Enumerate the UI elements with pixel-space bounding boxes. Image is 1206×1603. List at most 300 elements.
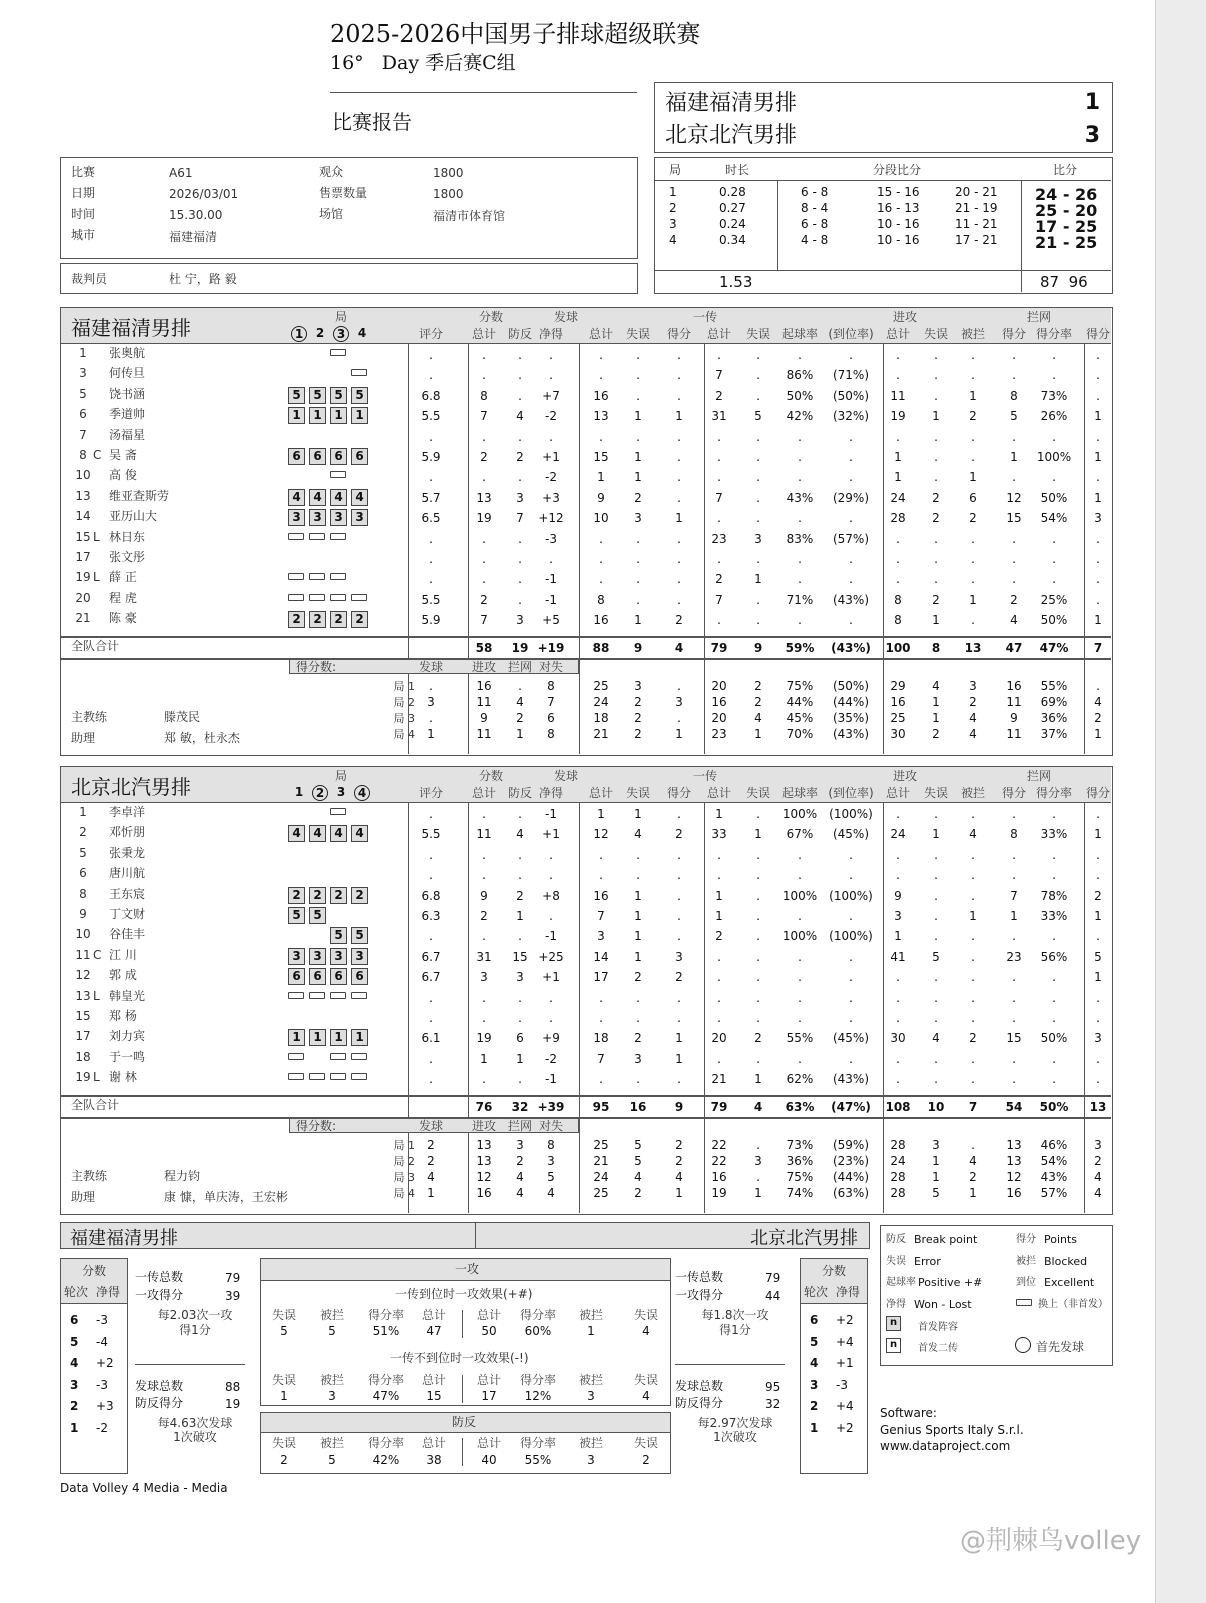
stat-cell: . [934,868,938,883]
set-stat-cell: 2 [932,727,940,741]
stat-cell: 1 [754,1072,762,1087]
stat-cell: . [1096,1072,1100,1087]
sideout-rate: 每1.8次一攻 [701,1308,769,1322]
column-header: 被拦 [960,786,985,800]
player-name[interactable]: 王东宸 [109,886,146,901]
team1-sets-won: 1 [1084,90,1100,115]
set-stat-cell: 22 [711,1154,727,1168]
set-stat-cell: 4 [969,727,977,741]
set-stat-cell: 4 [516,695,524,709]
summary-cell: 47% [372,1389,400,1403]
set-stat-cell: 1 [754,727,762,741]
player-name[interactable]: 维亚查斯劳 [109,488,170,503]
stat-cell: . [636,1011,640,1025]
stat-cell: -3 [545,531,557,546]
player-name[interactable]: 谢 林 [109,1070,137,1085]
stat-cell: . [849,429,853,444]
stat-cell: 11 [890,388,906,403]
substitute-icon [309,992,325,999]
starting-position: 6 [309,448,326,465]
referee-label: 裁判员 [71,272,108,286]
summary-cell: 15 [426,1389,442,1403]
stat-cell: . [549,552,553,566]
stat-cell: 25% [1040,592,1068,607]
venue-value: 福清市体育馆 [433,209,506,223]
stat-cell: . [518,1011,522,1025]
player-name[interactable]: 吴 斋 [109,448,137,462]
player-name[interactable]: 何传旦 [109,366,146,381]
stat-cell: +8 [542,888,560,903]
player-name[interactable]: 汤福星 [109,427,146,442]
set-stat-cell: 3 [547,1154,555,1168]
rotation-net: +3 [96,1399,114,1414]
rotation-title: 分数 [822,1264,847,1278]
player-name[interactable]: 郭 成 [109,968,137,983]
player-number: 10 [75,927,91,942]
stat-cell: . [798,868,802,883]
stat-cell: . [934,990,938,1005]
substitute-icon [351,1053,367,1060]
set-stat-cell: 28 [890,1170,906,1184]
stat-cell: . [482,1011,486,1025]
rotation-number: 3 [810,1377,819,1392]
player-name[interactable]: 江 川 [109,947,137,962]
stat-cell: 5.5 [421,409,441,424]
set-stat-cell: (35%) [832,711,870,725]
rotation-net: +2 [836,1421,854,1435]
stat-cell: . [636,552,640,566]
set-stat-cell: 24 [593,1170,609,1184]
stat-cell: 28 [890,511,906,526]
divider [61,1095,1111,1097]
stat-cell: . [756,807,760,821]
column-header: 得分率 [1035,786,1072,800]
set-cell: 0.24 [719,217,746,231]
stat-cell: 1 [754,827,762,842]
stat-cell: . [636,990,640,1005]
stat-cell: 1 [480,1051,488,1066]
rotation-number: 2 [810,1399,819,1414]
rotation-net: -4 [96,1334,108,1349]
stat-cell: . [636,592,640,607]
rotation-number: 1 [810,1421,819,1435]
player-number: 9 [79,907,87,921]
stat-cell: 6.7 [421,949,441,964]
software-label: Software: [880,1406,937,1420]
stat-cell: 1 [894,929,902,944]
legend-value: Blocked [1044,1254,1088,1268]
stat-cell: . [934,929,938,944]
stat-cell: 2 [480,592,488,607]
player-name[interactable]: 高 俊 [109,468,137,483]
stat-cell: . [599,531,603,546]
stat-cell: 2 [634,490,642,505]
set-label: 局 2 [393,1155,415,1168]
team-name: 北京北汽男排 [71,775,191,799]
stat-cell: . [971,429,975,444]
stat-cell: 7 [597,1051,605,1066]
total-cell: +39 [537,1100,565,1114]
stat-cell: . [549,868,553,883]
substitute-icon [288,573,304,580]
set-stat-cell: 46% [1040,1138,1068,1152]
set-cell: 6 - 8 [801,217,829,231]
stat-cell: (50%) [832,388,870,403]
stat-cell: -1 [545,592,557,607]
stat-cell: . [756,552,760,566]
starting-position: 1 [309,407,326,424]
set-stat-cell: 28 [890,1186,906,1200]
report-label: 比赛报告 [332,110,412,134]
legend-value: Error [914,1254,941,1268]
stat-cell: . [717,1011,721,1025]
column-header: 被拦 [960,327,985,341]
divider [475,1222,476,1249]
summary-column-header: 被拦 [578,1436,603,1450]
player-name[interactable]: 张秉龙 [109,845,146,860]
total-cell: 9 [633,641,643,655]
rotation-h1: 轮次 [804,1285,829,1299]
stat-cell: . [549,1011,553,1025]
starting-position: 3 [351,948,368,965]
stat-cell: 12 [1006,490,1022,505]
player-number: 6 [79,407,87,422]
column-header: 失误 [625,327,650,341]
positive-title: 一传到位时一攻效果(+#) [395,1287,533,1301]
stat-cell: 1 [1094,909,1102,923]
rotation-number: 3 [70,1377,79,1392]
stat-cell: . [1096,470,1100,485]
stat-cell: +7 [542,388,560,403]
stat-cell: 2 [754,1031,762,1046]
column-header: 评分 [418,327,443,341]
stat-cell: . [1052,572,1056,587]
stat-cell: . [1052,552,1056,566]
breakpoint-title: 防反 [452,1415,477,1429]
stat-cell: . [934,909,938,923]
player-name[interactable]: 张奥航 [109,346,146,360]
set-stat-cell: 22 [711,1138,727,1152]
set-stat-cell: 21 [593,727,609,741]
set-stat-cell: 43% [1040,1170,1068,1184]
stat-cell: . [934,1051,938,1066]
stat-cell: . [549,348,553,362]
set-stat-cell: (44%) [832,695,870,709]
player-name[interactable]: 程 虎 [109,590,137,605]
stat-cell: . [717,868,721,883]
starting-position: 1 [288,407,305,424]
stat-cell: 19 [890,409,906,424]
starting-position: 6 [330,448,347,465]
tickets-value: 1800 [433,187,464,201]
stat-cell: 8 [480,388,488,403]
stat-cell: . [1012,807,1016,821]
stat-cell: . [971,949,975,964]
starting-position: 2 [330,887,347,904]
stat-cell: . [482,470,486,485]
set-header: 局 [669,163,682,177]
stat-cell: . [1096,572,1100,587]
summary-column-header: 被拦 [319,1436,344,1450]
set-stat-cell: (50%) [832,679,870,693]
player-name[interactable]: 林日东 [109,529,146,544]
column-header: 失误 [923,327,948,341]
total-cell: 16 [629,1100,647,1114]
player-name[interactable]: 陈 豪 [109,611,137,626]
starting-position: 4 [309,489,326,506]
player-name[interactable]: 于一鸣 [109,1049,146,1064]
player-number: 18 [75,1049,91,1064]
stat-cell: . [1012,368,1016,383]
player-number: 8 [79,886,87,901]
player-number: 20 [75,590,91,605]
set-stat-cell: 23 [711,727,727,741]
assistant-names: 郑 敏，杜永杰 [164,731,240,745]
stat-cell: . [798,613,802,628]
stat-cell: . [798,572,802,587]
group-pts: 分数 [478,769,503,783]
stat-cell: 1 [634,450,642,464]
total-cell: 63% [785,1100,815,1114]
stat-cell: . [971,552,975,566]
stat-cell: . [429,429,433,444]
stat-cell: . [798,429,802,444]
set-number: 3 [336,785,346,799]
player-name[interactable]: 李卓洋 [109,805,146,819]
player-name[interactable]: 韩皇光 [109,988,146,1003]
set-number: 1 [294,785,304,799]
stat-cell: . [482,847,486,862]
substitute-icon [288,533,304,540]
player-name[interactable]: 饶书涵 [109,386,146,401]
duration-header: 时长 [725,163,750,177]
stat-cell: 15 [593,450,609,464]
column-header: 评分 [418,786,443,800]
player-number: 11 [75,947,91,962]
set-stat-cell: 13 [1006,1138,1022,1152]
set-stat-cell: . [677,679,681,693]
summary-column-header: 失误 [633,1308,658,1322]
player-name[interactable]: 张文彤 [109,550,146,564]
stat-cell: 6 [969,490,977,505]
player-name[interactable]: 郑 杨 [109,1009,137,1023]
player-name[interactable]: 薛 正 [109,570,137,585]
starting-position: 2 [351,887,368,904]
stat-cell: . [1096,592,1100,607]
summary-column-header: 总计 [421,1308,446,1322]
starting-position: 1 [351,1029,368,1046]
stat-cell: . [717,970,721,985]
stat-cell: . [798,949,802,964]
column-header: 得分 [1085,786,1110,800]
audience-value: 1800 [433,166,464,180]
stat-cell: . [518,348,522,362]
stat-cell: . [677,552,681,566]
rotation-number: 4 [70,1356,79,1371]
set-stat-cell: 4 [1094,1170,1102,1184]
stat-cell: . [934,1072,938,1087]
stat-cell: . [756,592,760,607]
substitute-icon [288,1073,304,1080]
stat-cell: 30 [890,1031,906,1046]
stat-cell: . [677,531,681,546]
total-cell: 54 [1005,1100,1023,1114]
stat-cell: . [1052,531,1056,546]
set-stat-cell: 5 [634,1138,642,1152]
stat-cell: . [677,868,681,883]
stat-cell: 7 [715,368,723,383]
total-cell: 9 [674,1100,684,1114]
player-name[interactable]: 刘力宾 [109,1029,146,1044]
rotation-net: -2 [96,1421,108,1435]
stat-cell: 21 [711,1072,727,1087]
stat-cell: . [518,592,522,607]
stat-cell: 5.5 [421,827,441,842]
stat-cell: 8 [597,592,605,607]
set-stat-cell: 55% [1040,679,1068,693]
rotation-title: 分数 [82,1264,107,1278]
set-stat-cell: 28 [890,1138,906,1152]
stat-cell: 100% [1036,450,1072,464]
column-header: 得分 [666,327,691,341]
substitute-icon [351,594,367,601]
stat-cell: 5.7 [421,490,441,505]
stat-cell: . [896,1072,900,1087]
stat-cell: 5.9 [421,613,441,628]
set-stat-cell: 1 [675,1186,683,1200]
summary-cell: 55% [524,1453,552,1467]
stat-cell: . [677,929,681,944]
stat-cell: . [934,1011,938,1025]
stat-cell: . [518,990,522,1005]
stat-cell: 1 [969,909,977,923]
player-name[interactable]: 季道帅 [109,407,146,422]
starting-position: 4 [288,489,305,506]
stat-cell: . [429,368,433,383]
stat-cell: . [482,929,486,944]
stat-cell: 62% [786,1072,814,1087]
starting-position: 1 [288,1029,305,1046]
player-name[interactable]: 亚历山大 [109,509,158,524]
stat-cell: . [756,388,760,403]
set-number: 2 [315,326,325,340]
stat-cell: 56% [1040,949,1068,964]
starting-position: 5 [288,387,305,404]
set-cell: 2 [669,201,677,215]
player-name[interactable]: 邓忻朋 [109,825,146,840]
group-rec: 一传 [692,769,717,783]
rotation-net: -3 [96,1377,108,1392]
stat-cell: 13 [476,490,492,505]
total-cell: 32 [511,1100,529,1114]
set-stat-cell: 1 [969,1186,977,1200]
stat-cell: +12 [538,511,564,526]
column-header: 起球率 [781,327,818,341]
stat-cell: . [971,348,975,362]
player-name[interactable]: 谷佳丰 [109,927,146,942]
stat-cell: 2 [715,929,723,944]
set-stat-cell: 1 [932,1154,940,1168]
stat-cell: . [756,990,760,1005]
stat-cell: . [677,388,681,403]
group-rec: 一传 [692,310,717,324]
column-header: 得分 [666,786,691,800]
total-cell: 7 [968,1100,978,1114]
stat-cell: . [482,429,486,444]
stat-cell: . [1096,990,1100,1005]
set-stat-cell: 37% [1040,727,1068,741]
total-points: 87 96 [1040,273,1088,291]
player-name[interactable]: 唐川航 [109,866,146,881]
column-header: 得分 [1001,786,1026,800]
player-number: 14 [75,509,91,524]
stat-cell: 1 [1094,490,1102,505]
player-name[interactable]: 丁文财 [109,907,146,921]
set-stat-cell: 2 [634,695,642,709]
set-stat-cell: . [429,711,433,725]
stat-cell: 33% [1040,827,1068,842]
player-number: 15 [75,529,91,544]
stat-cell: . [677,572,681,587]
page-title: 2025-2026中国男子排球超级联赛 [330,20,701,48]
summary-column-header: 得分率 [367,1373,404,1387]
coach-label: 主教练 [71,1169,108,1183]
stat-cell: 6 [516,1031,524,1046]
stat-cell: . [482,807,486,821]
set-stat-cell: 4 [516,1170,524,1184]
stat-cell: 42% [786,409,814,424]
stat-cell: 1 [715,807,723,821]
stat-cell: 4 [969,827,977,842]
set-cell: 0.28 [719,185,746,199]
stat-cell: 1 [754,572,762,587]
set-stat-cell: 9 [1010,711,1018,725]
set-stat-cell: 8 [547,727,555,741]
stat-cell: . [849,552,853,566]
stat-cell: . [518,368,522,383]
stat-cell: 8 [1010,827,1018,842]
set-stat-cell: 1 [516,727,524,741]
stat-cell: . [971,368,975,383]
column-header: 得分 [1001,327,1026,341]
sideout-rate: 得1分 [719,1323,751,1337]
stat-cell: 71% [786,592,814,607]
stat-cell: . [636,572,640,587]
set-stat-cell: 2 [754,679,762,693]
stat-cell: . [756,949,760,964]
set-label: 局 1 [393,1139,415,1152]
team2-stats [60,766,1113,1215]
stat-cell: . [849,470,853,485]
set-stat-cell: 2 [969,695,977,709]
rotation-net: +4 [836,1399,854,1414]
match-info [60,157,638,259]
set-stat-cell: 11 [1006,695,1022,709]
legend-sub: 换上（非首发） [1038,1299,1108,1310]
stat-cell: . [599,348,603,362]
stat-cell: . [1096,348,1100,362]
stat-cell: -2 [545,409,557,424]
substitute-icon [288,992,304,999]
stat-cell: 2 [634,1031,642,1046]
breakpoint-rate: 每4.63次发球 [157,1416,233,1430]
stat-cell: . [717,847,721,862]
stat-cell: . [636,348,640,362]
stat-cell: . [599,552,603,566]
substitute-icon [288,1053,304,1060]
stat-cell: . [934,470,938,485]
left-so: 39 [225,1289,241,1303]
